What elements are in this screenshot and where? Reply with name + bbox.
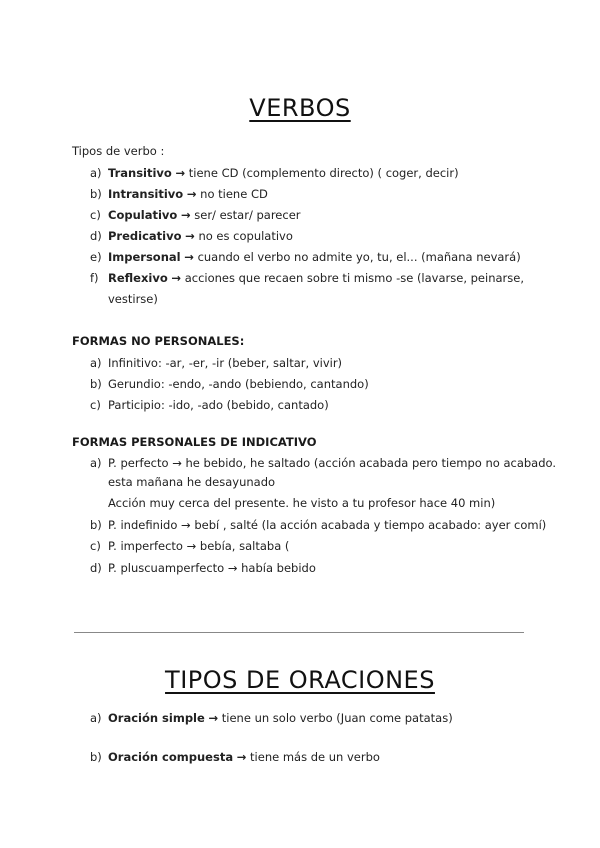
definition: no es copulativo — [198, 229, 293, 243]
term: Predicativo — [108, 229, 182, 243]
list-item — [90, 271, 524, 285]
no-personales-heading: FORMAS NO PERSONALES: — [72, 334, 245, 348]
definition: cuando el verbo no admite yo, tu, el... (mañana nevará) — [197, 250, 521, 264]
definition: tiene CD (complemento directo) ( coger, decir) — [188, 166, 459, 180]
list-marker: b) — [90, 377, 102, 391]
list-item — [90, 377, 369, 391]
list-item — [90, 539, 289, 553]
term: Intransitivo — [108, 187, 184, 201]
item-continuation: esta mañana he desayunado — [108, 475, 276, 489]
list-marker: e) — [90, 250, 102, 264]
item-text: P. imperfecto → bebía, saltaba ( — [108, 539, 290, 553]
list-marker: a) — [90, 166, 102, 180]
arrow-icon: → — [208, 711, 219, 725]
list-marker: d) — [90, 229, 102, 243]
definition: ser/ estar/ parecer — [194, 208, 301, 222]
list-marker: c) — [90, 398, 101, 412]
list-item — [90, 456, 556, 470]
item-text: Gerundio: -endo, -ando (bebiendo, cantando) — [108, 377, 369, 391]
list-marker: a) — [90, 711, 102, 725]
list-marker: b) — [90, 187, 102, 201]
item-text: P. perfecto → he bebido, he saltado (acción acabada pero tiempo no acabado. — [108, 456, 557, 470]
definition-continuation: vestirse) — [108, 292, 158, 306]
list-item — [90, 561, 316, 575]
term: Copulativo — [108, 208, 178, 222]
verbos-title: VERBOS — [249, 94, 351, 122]
definition: tiene un solo verbo (Juan come patatas) — [221, 711, 453, 725]
item-text: P. indefinido → bebí , salté (la acción acabada y tiempo acabado: ayer comí) — [108, 518, 547, 532]
item-continuation: Acción muy cerca del presente. he visto a tu profesor hace 40 min) — [108, 496, 496, 510]
term: Impersonal — [108, 250, 181, 264]
list-item — [90, 518, 546, 532]
list-marker: c) — [90, 539, 101, 553]
definition: acciones que recaen sobre ti mismo -se (lavarse, peinarse, — [184, 271, 524, 285]
tipos-intro: Tipos de verbo : — [72, 144, 165, 158]
list-item — [90, 356, 342, 370]
list-item — [90, 229, 293, 243]
list-marker: b) — [90, 518, 102, 532]
list-marker: a) — [90, 356, 102, 370]
personales-heading: FORMAS PERSONALES DE INDICATIVO — [72, 435, 317, 449]
item-text: Participio: -ido, -ado (bebido, cantado) — [108, 398, 329, 412]
arrow-icon: → — [236, 750, 247, 764]
arrow-icon: → — [175, 166, 186, 180]
list-item — [90, 250, 521, 264]
list-item — [90, 208, 301, 222]
term: Transitivo — [108, 166, 172, 180]
definition: no tiene CD — [200, 187, 268, 201]
list-marker: a) — [90, 456, 102, 470]
list-item — [90, 398, 329, 412]
oraciones-title: TIPOS DE ORACIONES — [165, 666, 435, 694]
arrow-icon: → — [171, 271, 182, 285]
term: Reflexivo — [108, 271, 168, 285]
arrow-icon: → — [184, 250, 194, 264]
item-text: P. pluscuamperfecto → había bebido — [108, 561, 316, 575]
list-item — [90, 166, 459, 180]
item-text: Infinitivo: -ar, -er, -ir (beber, saltar, vivir) — [108, 356, 343, 370]
definition: tiene más de un verbo — [250, 750, 380, 764]
list-item — [90, 750, 380, 764]
term: Oración compuesta — [108, 750, 234, 764]
arrow-icon: → — [180, 208, 191, 222]
list-marker: f) — [90, 271, 99, 285]
term: Oración simple — [108, 711, 205, 725]
arrow-icon: → — [186, 187, 197, 201]
list-item — [90, 187, 268, 201]
arrow-icon: → — [185, 229, 195, 243]
list-marker: b) — [90, 750, 102, 764]
list-marker: c) — [90, 208, 101, 222]
section-divider — [74, 632, 524, 633]
list-marker: d) — [90, 561, 102, 575]
list-item — [90, 711, 453, 725]
